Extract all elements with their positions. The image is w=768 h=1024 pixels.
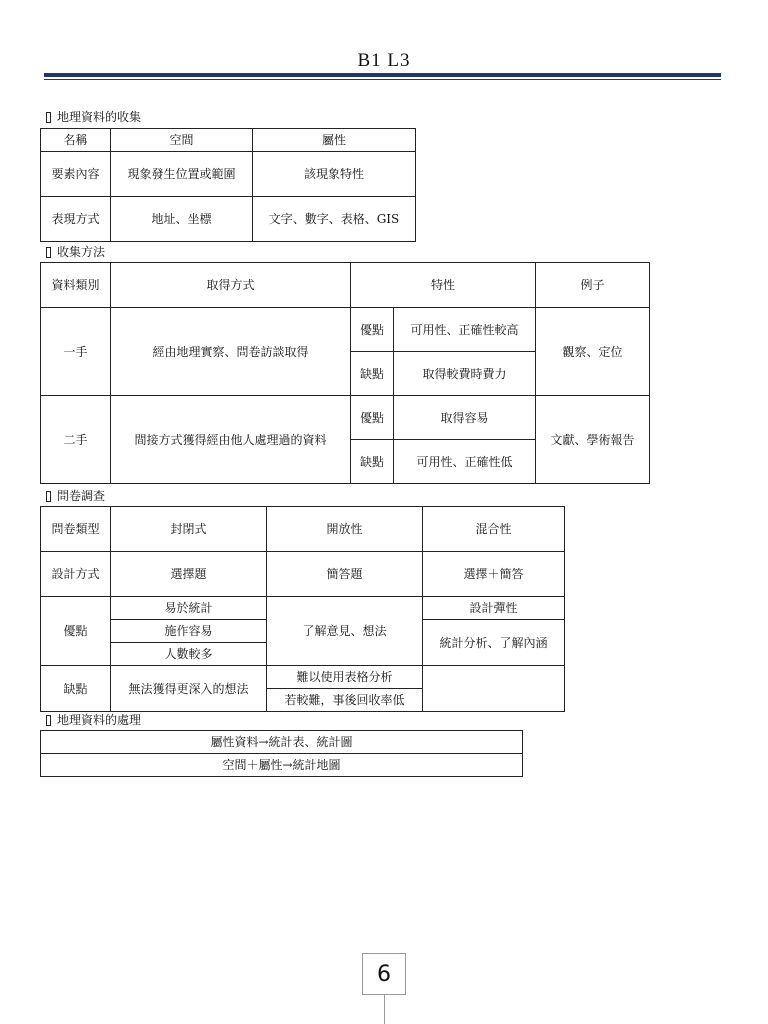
- table-row: [41, 597, 565, 620]
- table-cell: 地址、坐標: [111, 197, 253, 242]
- page-title: B1 L3: [357, 50, 411, 71]
- header-cell: 特性: [351, 263, 536, 308]
- table-header-row: [41, 507, 565, 552]
- page-number: 6: [362, 953, 406, 995]
- table-cell: 現象發生位置或範圍: [111, 152, 253, 197]
- table-row: [41, 152, 416, 197]
- table-row: [41, 666, 565, 689]
- row-label: 設計方式: [41, 552, 111, 597]
- table-cell: 該現象特性: [253, 152, 416, 197]
- table-row: [41, 754, 523, 777]
- table-cell: 選擇＋簡答: [423, 552, 565, 597]
- table-cell: 若較難，事後回收率低: [267, 689, 423, 712]
- table-cell: 難以使用表格分析: [267, 666, 423, 689]
- row-label: 要素內容: [41, 152, 111, 197]
- header-cell: 例子: [536, 263, 650, 308]
- methods-table: [40, 262, 650, 484]
- bullet-icon: [46, 491, 51, 502]
- table-cell: 文獻、學術報告: [536, 396, 650, 484]
- pro-label: 優點: [351, 308, 394, 352]
- header-cell: 開放性: [267, 507, 423, 552]
- header-cell: 封閉式: [111, 507, 267, 552]
- section-heading-text: 收集方法: [57, 245, 106, 259]
- table-cell: 取得較費時費力: [394, 352, 536, 396]
- table-cell: 人數較多: [111, 643, 267, 666]
- table-header-row: [41, 263, 650, 308]
- table-cell: 施作容易: [111, 620, 267, 643]
- con-label: 缺點: [351, 440, 394, 484]
- row-label: 缺點: [41, 666, 111, 712]
- table-cell: 觀察、定位: [536, 308, 650, 396]
- table-row: [41, 197, 416, 242]
- table-cell: 取得容易: [394, 396, 536, 440]
- row-label: 表現方式: [41, 197, 111, 242]
- table-cell: 空間＋屬性→統計地圖: [41, 754, 523, 777]
- section-heading-processing: [46, 713, 141, 727]
- row-label: 一手: [41, 308, 111, 396]
- table-cell: 可用性、正確性低: [394, 440, 536, 484]
- table-cell: 文字、數字、表格、GIS: [253, 197, 416, 242]
- section-heading-text: 地理資料的收集: [57, 110, 142, 124]
- table-cell: 選擇題: [111, 552, 267, 597]
- collect-table: [40, 128, 416, 242]
- header-cell: 問卷類型: [41, 507, 111, 552]
- header-rule-thick: [44, 73, 721, 77]
- header-cell: 混合性: [423, 507, 565, 552]
- table-cell: 經由地理實察、問卷訪談取得: [111, 308, 351, 396]
- section-heading-survey: [46, 489, 105, 503]
- table-row: [41, 552, 565, 597]
- table-cell: 統計分析、了解內涵: [423, 620, 565, 666]
- table-row: [41, 731, 523, 754]
- table-cell: 無法獲得更深入的想法: [111, 666, 267, 712]
- header-cell: 空間: [111, 129, 253, 152]
- table-row: [41, 396, 650, 440]
- page-number-stem: [384, 995, 385, 1024]
- table-cell: 簡答題: [267, 552, 423, 597]
- table-cell: 易於統計: [111, 597, 267, 620]
- row-label: 二手: [41, 396, 111, 484]
- pro-label: 優點: [351, 396, 394, 440]
- section-heading-methods: [46, 245, 105, 259]
- row-label: 優點: [41, 597, 111, 666]
- processing-table: [40, 730, 523, 777]
- bullet-icon: [46, 247, 51, 258]
- header-cell: 屬性: [253, 129, 416, 152]
- table-row: [41, 308, 650, 352]
- header-cell: 名稱: [41, 129, 111, 152]
- section-heading-text: 地理資料的處理: [57, 713, 142, 727]
- con-label: 缺點: [351, 352, 394, 396]
- table-cell: 可用性、正確性較高: [394, 308, 536, 352]
- table-header-row: [41, 129, 416, 152]
- section-heading-text: 問卷調查: [57, 489, 106, 503]
- header-cell: 資料類別: [41, 263, 111, 308]
- bullet-icon: [46, 112, 51, 123]
- section-heading-collect: [46, 110, 141, 124]
- table-cell: 設計彈性: [423, 597, 565, 620]
- bullet-icon: [46, 715, 51, 726]
- header-cell: 取得方式: [111, 263, 351, 308]
- header-rule-thin: [44, 79, 721, 80]
- table-cell: [423, 666, 565, 712]
- table-cell: 屬性資料→統計表、統計圖: [41, 731, 523, 754]
- survey-table: [40, 506, 565, 712]
- table-cell: 了解意見、想法: [267, 597, 423, 666]
- table-cell: 間接方式獲得經由他人處理過的資料: [111, 396, 351, 484]
